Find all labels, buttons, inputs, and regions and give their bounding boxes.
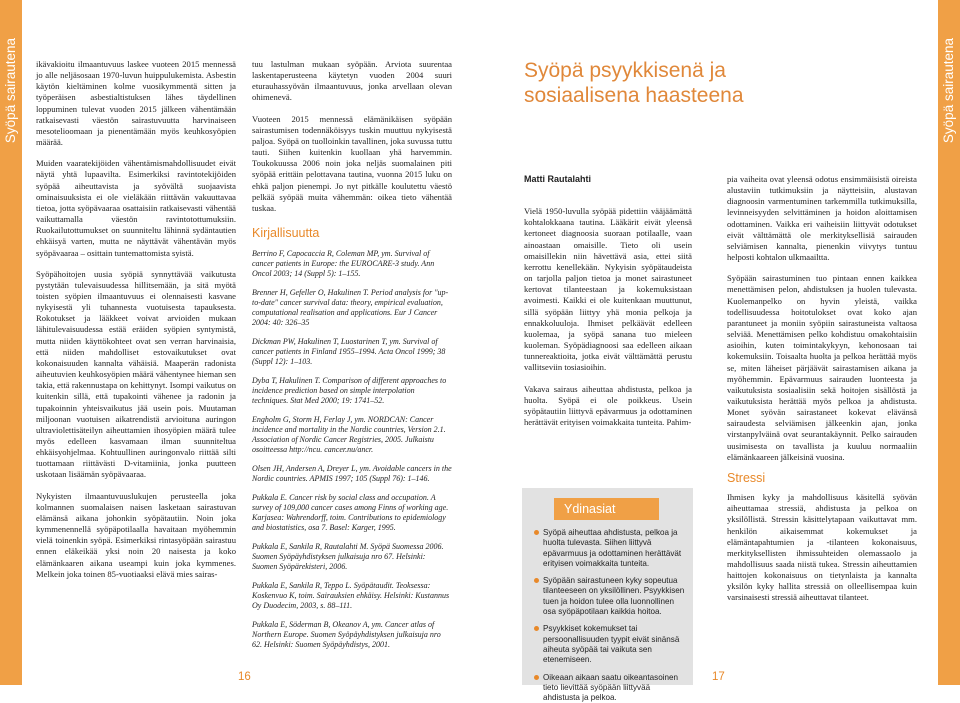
col3-paragraph: Vakava sairaus aiheuttaa ahdistusta, pelkoa ja huolta. Syöpä ei ole poikkeus. Usein syöpätautiin liittyvä epävarmuus ja odottaminen herättävät erityisen voimakkaita tunteita. Pahim- — [524, 383, 692, 427]
right-side-tab — [938, 0, 960, 685]
page-number-left: 16 — [238, 671, 251, 683]
col1-paragraph: ikävakioitu ilmaantuvuus laskee vuoteen 2015 mennessä jo alle neljäsosaan 1970-luvun huippulukemista. Asbestin käytön kieltäminen kolme vuosikymmentä sitten ja työperäisen asbestialtistuksen lähes täydellinen loppuminen tulevat vuoden 2015 jälkeen vähentämään ratkaisevasti väestön sairastuvuutta harvinaiseen mesotelioomaan ja pienentämään myös keuhkosyöpien määrää. — [36, 59, 236, 148]
key-point-text: Syöpään sairastuneen kyky sopeutua tilanteeseen on yksilöllinen. Psyykkisen tuen ja hoidon tulee olla luonnollinen osa syöpäpotilaan kaikkia hoitoa. — [543, 576, 685, 617]
column-2 — [252, 59, 452, 659]
reference-item: Pukkala E, Sankila R, Rautalahti M. Syöpä Suomessa 2006. Suomen Syöpäyhdistyksen julkaisuja nro 67. Helsinki: Suomen Syöpärekisteri, 2006. — [252, 542, 444, 572]
right-tab-label: Syöpä sairautena — [941, 38, 956, 144]
reference-item: Dickman PW, Hakulinen T, Luostarinen T, ym. Survival of cancer patients in Finland 1955–1994. Acta Oncol 1999; 38 (Suppl 12): 1–103. — [252, 337, 446, 367]
references-list — [252, 249, 452, 650]
left-tab-label: Syöpä sairautena — [3, 38, 18, 144]
col1-paragraph: Syöpähoitojen uusia syöpiä synnyttävää vaikutusta pystytään tulevaisuudessa hillitsemään, ja sitä myötä toisten syöpien ilmaantuvuus ei olennaisesti kasvane nykyisestä yli tuhannesta vuotuisesta tapauksesta. Rokotukset ja lääkkeet voivat arvioiden mukaan lähitulevaisuudessa estää eräiden syöpien syntymistä, mutta niiden käyttökohteet ovat sen verran harvinaisia, että niiden mahdolliset estovaikutukset ovat kokonaisuuden kannalta vähäisiä. Maaperän radonista aiheutuvien keuhkosyöpien määrä vähentynee hieman sen takia, että rakennustapa on kehittynyt. Isompi vaikutus on kuitenkin sillä, että tupakointi vähenee ja radonin ja tupakoinnin yhteisvaikutus jää usein pois. Muutaman miljoonan vuotuisen aikatrendistä arvioituna auringon ultraviolettisäteilyn aiheuttamien ihosyöpien määrä tulee myös edelleen kasvamaan ilman suunniteltua ehkäisyohjelmaa. Kohtuullinen auringonvalo riittää silti tuottamaan riittävästi D-vitamiinia, jonka puutteen uskotaan lisäämän syöpävaaraa. — [36, 268, 236, 480]
bullet-icon — [534, 675, 539, 680]
left-side-tab — [0, 0, 22, 685]
key-point-item — [534, 624, 685, 665]
article-title: Syöpä psyykkisenä ja sosiaalisena haasteena — [524, 59, 744, 107]
reference-item: Pukkala E, Söderman B, Okeanov A, ym. Cancer atlas of Northern Europe. Suomen Syöpäyhdistyksen julkaisuja nro 62. Helsinki: Suomen Syöpäyhdistys, 2001. — [252, 620, 441, 650]
key-points-box — [522, 488, 693, 703]
author-name: Matti Rautalahti — [524, 174, 592, 184]
key-points-title: Ydinasiat — [554, 498, 659, 520]
key-point-text: Oikeaan aikaan saatu oikeantasoinen tieto lievittää syöpään liittyvää ahdistusta ja pelkoa. — [543, 672, 678, 703]
col1-paragraph: Nykyisten ilmaantuvuuslukujen perusteella joka kolmannen suomalaisen naisen lasketaan sairastuvan elämänsä aikana johonkin syöpätautiin. Noin joka kymmenennellä syöpäpotilaalla havaitaan myöhemmin vielä toinenkin syöpä. Esimerkiksi rintasyöpään sairastuu ennen eläkeikää yksi noin 20 naisesta ja koko elämänkaaren aikana useampi kuin joka kymmenes. Melkein joka toinen 85-vuotiaaksi elävä mies sairas- — [36, 490, 236, 579]
key-point-text: Psyykkiset kokemukset tai persoonallisuuden tyypit eivät sinänsä aiheuta syöpää tai vaikuta sen etenemiseen. — [543, 624, 680, 665]
reference-item: Pukkala E, Sankila R, Teppo L. Syöpätaudit. Teoksessa: Koskenvuo K, toim. Sairauksien ehkäisy. Helsinki: Kustannus Oy Duodecim, 2003, s. 88–111. — [252, 581, 450, 611]
column-4 — [727, 174, 917, 614]
col4-paragraph: pia vaiheita ovat yleensä odotus ensimmäisistä oireista alustaviin tutkimuksiin ja näytteisiin, alustavan diagnoosin varmentuminen tarkemmilla tutkimuksilla, levinneisyyden selvittäminen ja hoidon aloittamisen odottaminen. Vaikka eri vaiheisiin liittyvät odotukset eivät välttämättä ole merkityksellisiä sairauden selviämisen kannalta, pienenkin viivytys tuntuu helposti kohtalon ulkmaailtta. — [727, 174, 917, 263]
col2-paragraph: tuu lastulman mukaan syöpään. Arviota suurentaa laskentaperusteena käytetyn vuoden 2004 suuri eturauhassyövän ilmaantuvuus, jonka arvellaan olevan ohimenevä. — [252, 59, 452, 103]
reference-item: Pukkala E. Cancer risk by social class and occupation. A survey of 109,000 cancer cases among Finns of working age. Karjasea: Wahrendorff, toim. Contributions to epidemiology and biostatistics, osa 7. Basel: Karger, 1995. — [252, 493, 449, 533]
column-1 — [36, 59, 236, 590]
reference-item: Brenner H, Gefeller O, Hakulinen T. Period analysis for "up-to-date" cancer survival data: theory, empirical evaluation, computational realisation and applications. Eur J Cancer 2004: 40: 326–35 — [252, 288, 449, 328]
stress-heading: Stressi — [727, 470, 766, 485]
column-3 — [524, 174, 692, 438]
col3-paragraph: Vielä 1950-luvulla syöpää pidettiin vääjäämättä kohtalokkaana tautina. Lääkärit eivät yleensä kertoneet diagnoosia suoraan potilaalle, vaan ainoastaan omaisille. Tieto oli usein omaisillekin niin hävettävä asia, ettei siitä kerrottu kenellekään. Nykyisin syöpätaudeista on tarjolla paljon tietoa ja monet sairastuneet kertovat tilanteestaan ja kokemuksistaan avoimesti. Kaikki ei ole kuitenkaan muuttunut, sillä syöpään liittyy yhä monia pelkoja ja ennakkoluuloja. Ihmiset pelkäävät edelleen kuolemaa, ja syöpä sanana tuo mieleen kuoleman. Syöpädiagnoosi saa edelleen aikaan tunnereaktioita, jotka eivät välttämättä perustu vallitseviin tosiasioihin. — [524, 206, 692, 373]
key-point-item — [534, 528, 685, 569]
reference-item: Dyba T, Hakulinen T. Comparison of different approaches to incidence prediction based on simple interpolation techniques. Stat Med 2000; 19: 1741–52. — [252, 376, 447, 406]
reference-item: Olsen JH, Andersen A, Dreyer L, ym. Avoidable cancers in the Nordic countries. APMIS 1997; 105 (Suppl 76): 1–146. — [252, 464, 452, 484]
bullet-icon — [534, 578, 539, 583]
col4-paragraph: Syöpään sairastuminen tuo pintaan ennen kaikkea menettämisen pelon, ahdistuksen ja huolen tulevasta. Kuolemanpelko on hyvin yleistä, vaikka todellisuudessa hoitotulokset ovat koko ajan parantuneet ja moniin syöpiin sairastuneista valtaosa selviää. Menettämisen pelko kohdistuu omakohtaisiin asioihin, kuten toimintakykyyn, kehonosaan tai kokemuksiin. Toisaalta huolta ja pelkoa herättää myös se, miten läheiset pärjäävät sairastamisen aikana ja myöhemmin. Epävarmuus sairauden luonteesta ja vaikutuksista sosiaalisiin sekä hoitojen sisällöstä ja vaikutuksista herättää myös pelkoa ja ahdistusta. Monet syövän sairastaneet kokevat elävänsä sairaudesta selviämisen jälkeenkin ajan, jonka virstanpylväinä ovat seurantakäynnit. Pelko sairauden uusimisesta on tavallista ja kuuluu normaaliin elämänkaareen jälkeisinä vuosina. — [727, 273, 917, 462]
col2-paragraph: Vuoteen 2015 mennessä elämänikäisen syöpään sairastumisen todennäköisyys tuskin muuttuu nykyisestä paljoa. Syöpä on tuolloinkin tavallinen, joka suvussa tuttu tauti. Siihen kuitenkin kuollaan yhä harvemmin. Toukokuussa 2006 noin joka neljäs suomalainen piti syöpää erittäin pelottavana tautina, vuonna 2015 luku on ehkä paljon pienempi. Jo nyt pitkälle koulutettu väestö pelkää syöpää muita vähemmän: oikea tieto vähentää tuskaa. — [252, 113, 452, 213]
key-point-item — [534, 673, 685, 703]
page-number-right: 17 — [712, 671, 725, 683]
col1-paragraph: Muiden vaaratekijöiden vähentämismahdollisuudet eivät näytä yhtä lupaavilta. Esimerkiksi ravintotekijöiden syöpää aiheuttavista ja syövältä suojaavista ominaisuuksista ei ole vieläkään riittävän vakuuttavaa tietoa, jotta syöpävaaraa osattaisiin ratkaisevasti vähentää vaikuttamalla väestön ravintotottumuksiin. Ruokailutottumukset on suunniteltu lähinnä sydäntautien ehkäisyä varten, mutta ne näyttävät vähentävän myös syöpävaaraa – osittain tuntemattomista syistä. — [36, 158, 236, 258]
key-points-list — [522, 528, 693, 703]
reference-item: Engholm G, Storm H, Ferlay J, ym. NORDCAN: Cancer incidence and mortality in the Nordic countries, Version 2.1. Association of Nordic Cancer Registries, 2005. Julkaistu osoitteessa http://ncu. cancer.nu/ancr. — [252, 415, 446, 455]
bullet-icon — [534, 626, 539, 631]
col4-paragraph: Ihmisen kyky ja mahdollisuus käsitellä syövän aiheuttamaa stressiä, ahdistusta ja pelkoa on yksilöllistä. Stressin käsittelytapaan vaikuttavat mm. henkilön aikaisemmat kokemukset ja elämäntapahtumien ja -tilanteen kokonaisuus, merkityksellisten ihmissuhteiden olemassaolo ja mahdollisuus saada niistä tukea. Stressin aiheuttamien haittojen kokonaisuus on tietynlaista ja kannalta yksilön kyky hallita stressiä on olleellisempaa kuin varsinaisesti stressiä aiheuttavat tilanteet. — [727, 492, 917, 603]
key-point-text: Syöpä aiheuttaa ahdistusta, pelkoa ja huolta tulevasta. Siihen liittyvä epävarmuus ja odottaminen herättävät erityisen voimakkaita tunteita. — [543, 528, 682, 568]
bullet-icon — [534, 530, 539, 535]
references-heading: Kirjallisuutta — [252, 226, 320, 241]
reference-item: Berrino F, Capocaccia R, Coleman MP, ym. Survival of cancer patients in Europe: the EUROCARE-3 study. Ann Oncol 2003; 14 (Suppl 5): 1–155. — [252, 249, 435, 279]
key-point-item — [534, 576, 685, 617]
